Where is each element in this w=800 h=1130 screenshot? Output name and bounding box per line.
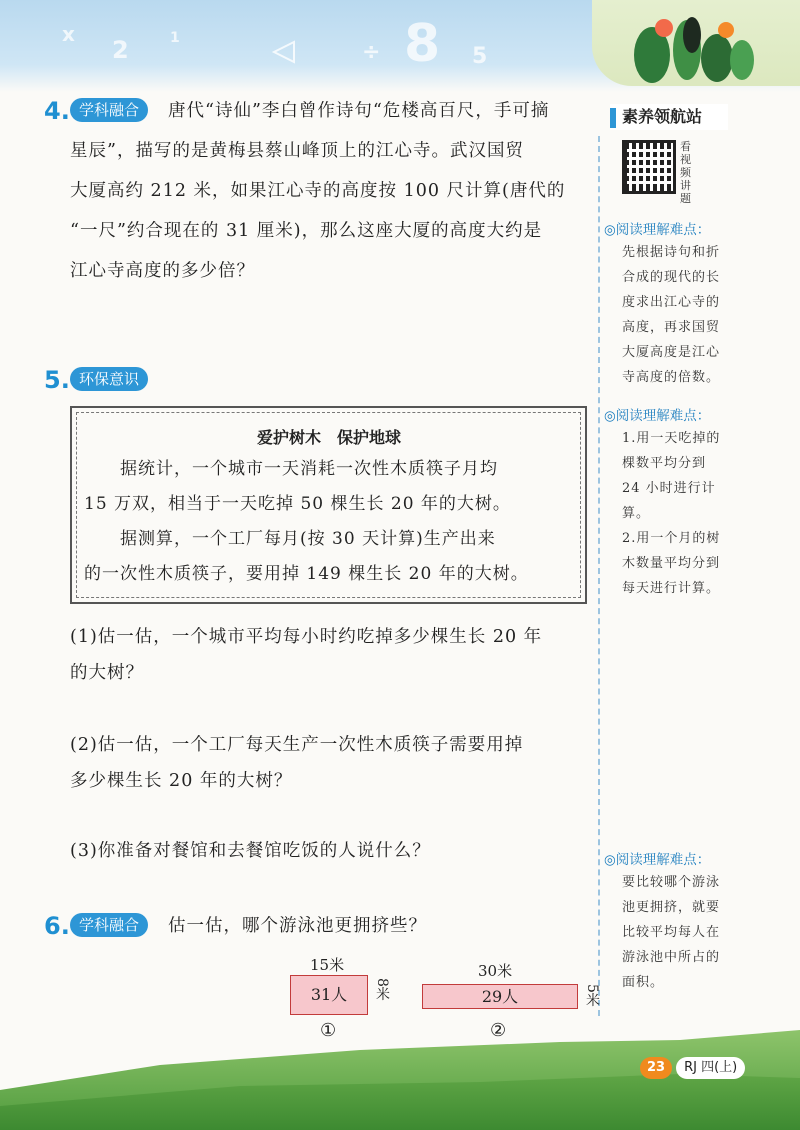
q4-line-1: 唐代“诗仙”李白曾作诗句“危楼高百尺，手可摘 (168, 101, 550, 121)
subject-tag: 学科融合 (70, 98, 148, 122)
sub-question-2: (2)估一估，一个工厂每天生产一次性木质筷子需要用掉 (70, 735, 524, 755)
subject-tag: 环保意识 (70, 367, 148, 391)
page-number: 23 (640, 1057, 672, 1079)
pool2-height-label: 5米 (584, 984, 600, 1007)
triangle-decoration (272, 40, 296, 64)
question-number: 4. (44, 97, 70, 125)
q4-line-5: 江心寺高度的多少倍？ (70, 261, 255, 281)
sub-question-1-cont: 的大树？ (70, 663, 144, 683)
question-number: 5. (44, 366, 70, 394)
passage-line: 15 万双，相当于一天吃掉 50 棵生长 20 年的大树。 (84, 494, 511, 514)
deco-digit: 1 (170, 30, 180, 46)
pool2-index: ② (490, 1020, 507, 1041)
hint-heading: ◎阅读理解难点： (604, 852, 711, 868)
leaf-icon (592, 0, 800, 86)
sidebar-divider (598, 136, 600, 1016)
pool-1: 31人 (290, 975, 368, 1015)
sub-question-1: (1)估一估，一个城市平均每小时约吃掉多少棵生长 20 年 (70, 627, 543, 647)
deco-digit: 5 (472, 44, 488, 69)
q6-text: 估一估，哪个游泳池更拥挤些？ (168, 916, 427, 936)
sidebar-title: 素养领航站 (610, 104, 728, 130)
hint-body: 1.用一天吃掉的 棵数平均分到 24 小时进行计算。 2.用一个月的树 木数量平均分到 每天进行计算。 (622, 431, 721, 596)
grade-label: RJ 四(上) (676, 1057, 745, 1079)
deco-digit: x (62, 22, 75, 46)
pool1-index: ① (320, 1020, 337, 1041)
passage-line: 据测算，一个工厂每月(按 30 天计算)生产出来 (84, 529, 496, 549)
passage-line: 据统计，一个城市一天消耗一次性木质筷子月均 (84, 459, 498, 479)
deco-digit: 8 (404, 14, 441, 74)
pool1-height-label: 8米 (374, 978, 390, 1001)
deco-digit: 2 (112, 36, 129, 64)
subject-tag: 学科融合 (70, 913, 148, 937)
sub-question-2-cont: 多少棵生长 20 年的大树？ (70, 771, 293, 791)
pool1-width-label: 15米 (310, 956, 345, 974)
qr-label: 看视频讲题 (680, 140, 691, 205)
page-badge (640, 1057, 745, 1079)
question-number: 6. (44, 912, 70, 940)
hint-body: 要比较哪个游泳 池更拥挤，就要 比较平均每人在 游泳池中所占的 面积。 (622, 875, 721, 990)
passage-line: 的一次性木质筷子，要用掉 149 棵生长 20 年的大树。 (84, 564, 529, 584)
hint-heading: ◎阅读理解难点： (604, 222, 711, 238)
pool-2: 29人 (422, 984, 578, 1009)
sub-question-3: (3)你准备对餐馆和去餐馆吃饭的人说什么？ (70, 841, 431, 861)
plant-illustration (592, 0, 800, 86)
hint-heading: ◎阅读理解难点： (604, 408, 711, 424)
q4-line-4: “一尺”约合现在的 31 厘米)，那么这座大厦的高度大约是 (70, 221, 543, 241)
qr-code-pattern (627, 145, 671, 189)
deco-digit: ÷ (362, 40, 381, 65)
pool2-width-label: 30米 (478, 962, 513, 980)
q4-line-3: 大厦高约 212 米，如果江心寺的高度按 100 尺计算(唐代的 (70, 181, 566, 201)
hint-body: 先根据诗句和折 合成的现代的长 度求出江心寺的 高度，再求国贸 大厦高度是江心 寺高度的倍数。 (622, 245, 721, 385)
q4-line-2: 星辰”，描写的是黄梅县蔡山峰顶上的江心寺。武汉国贸 (70, 141, 524, 161)
passage-title: 爱护树木 保护地球 (256, 428, 401, 447)
